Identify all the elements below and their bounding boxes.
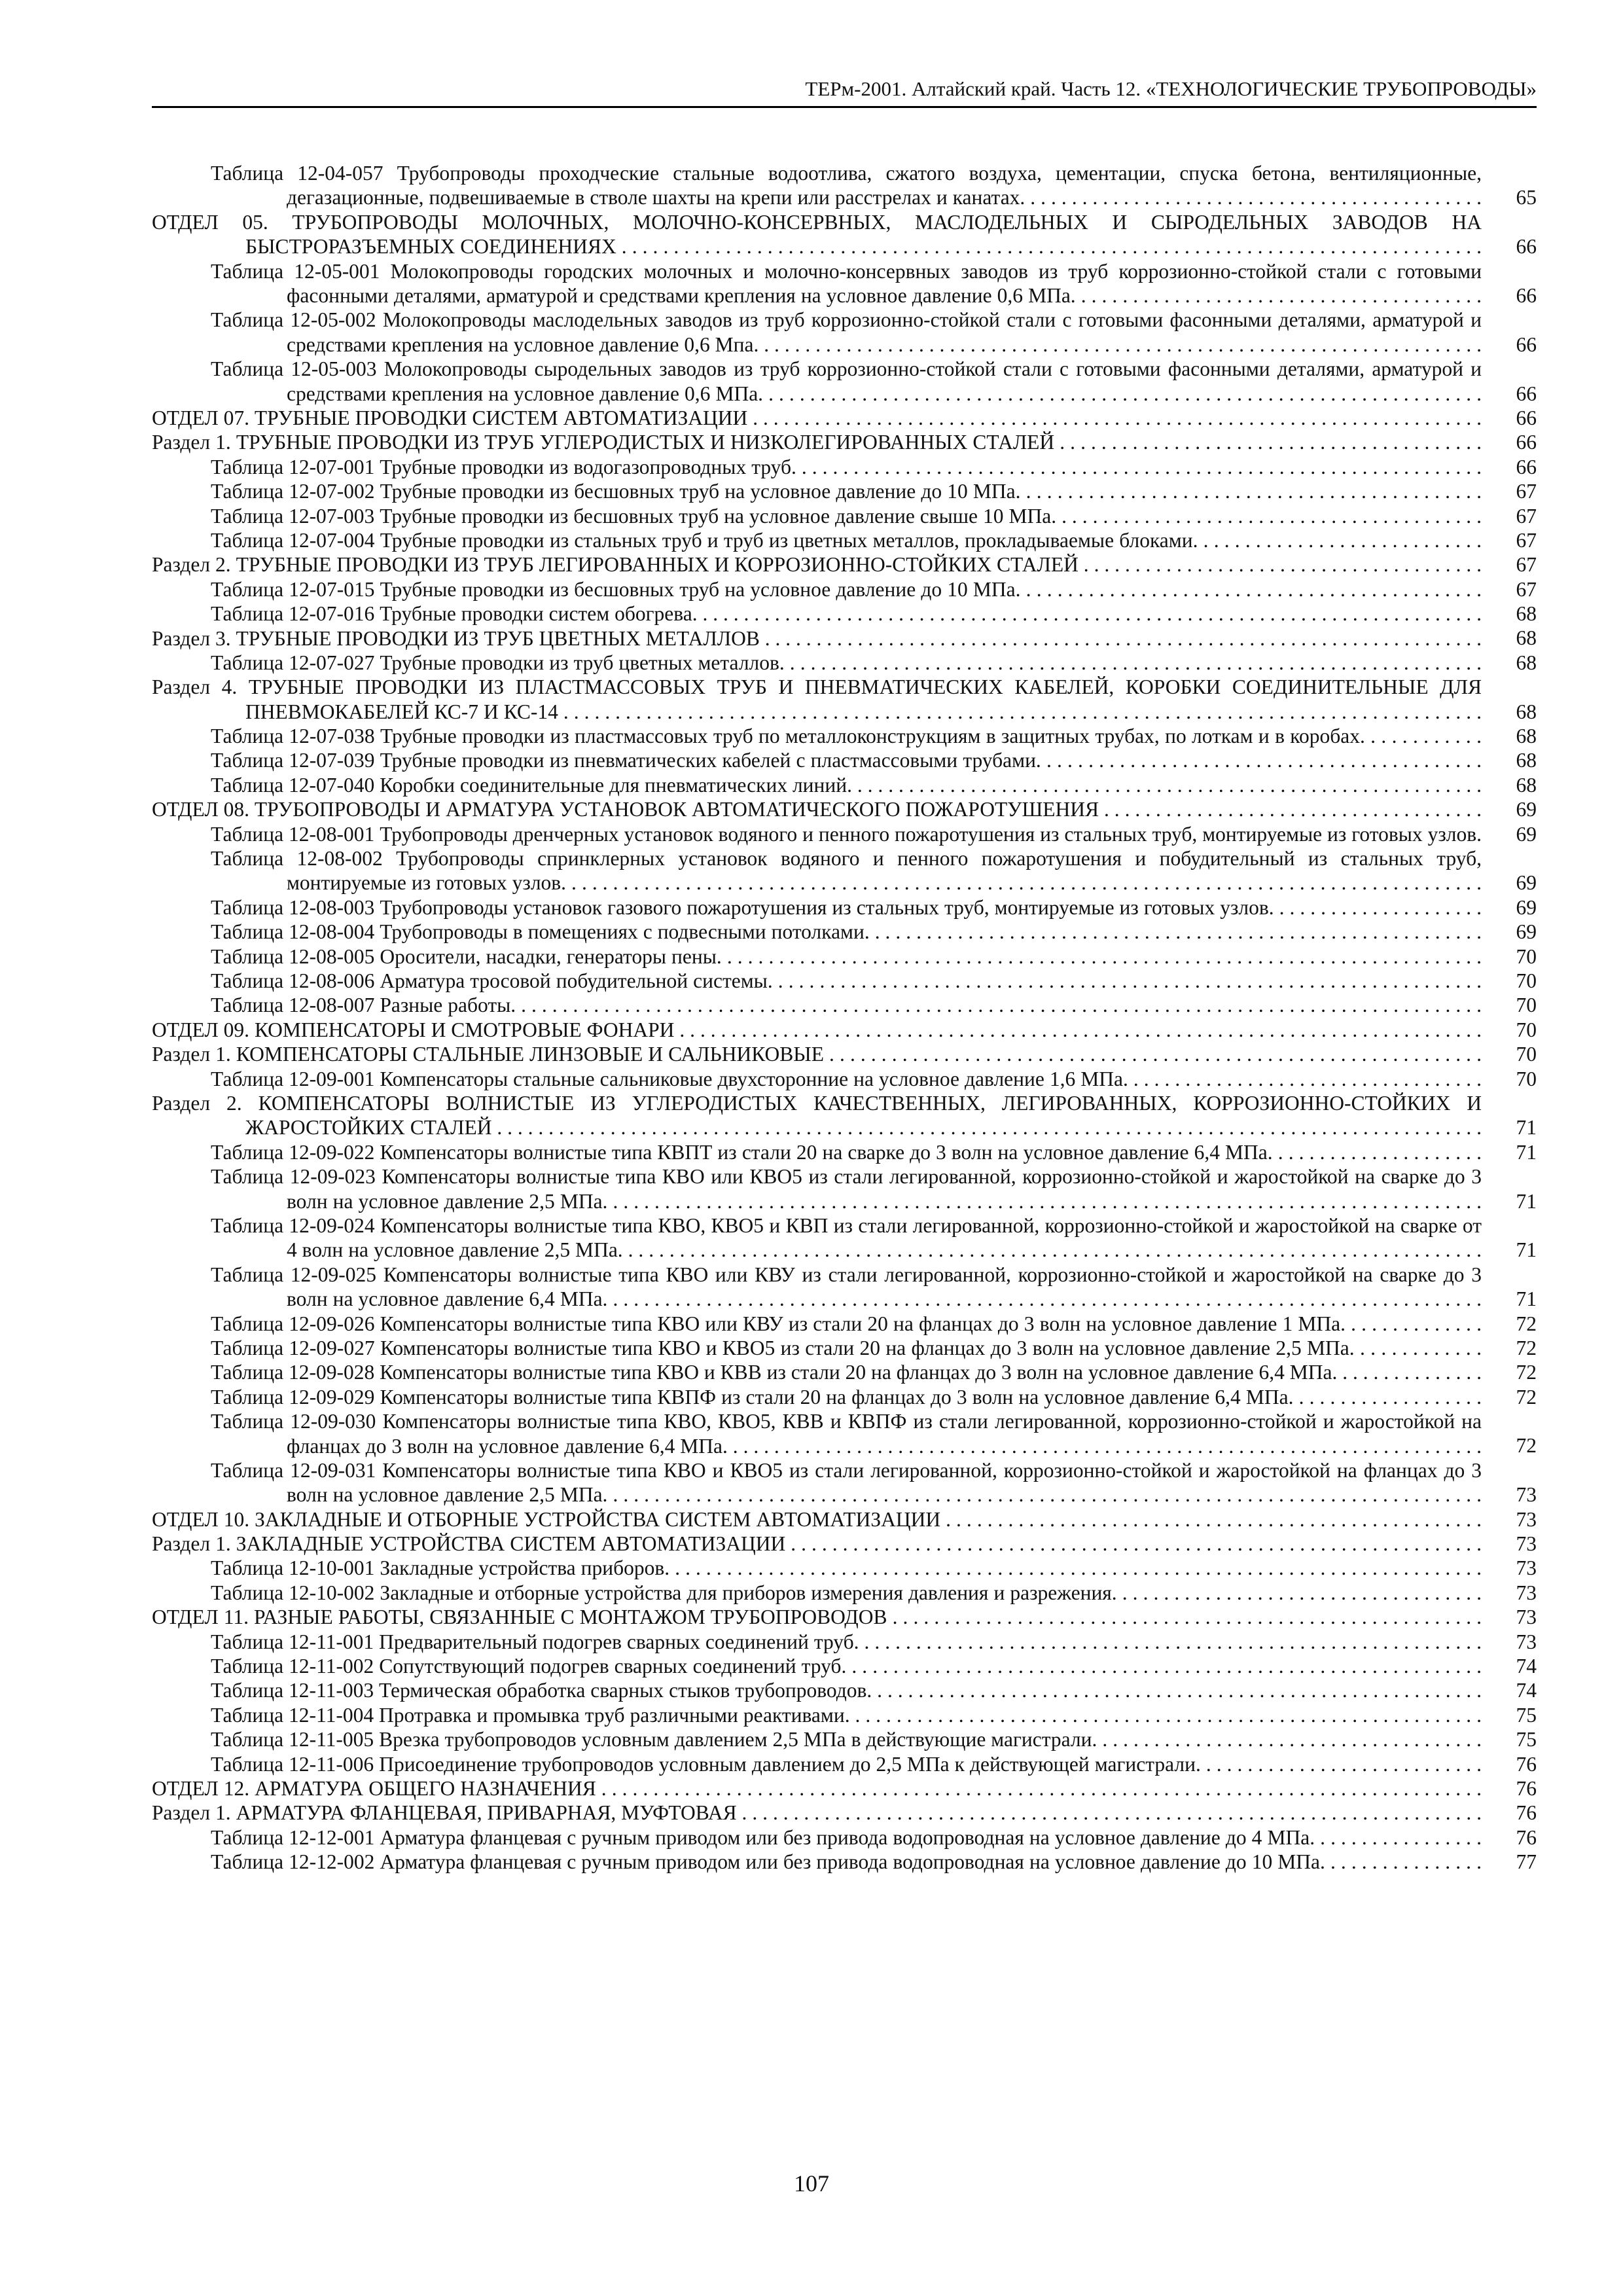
toc-table-entry[interactable] bbox=[152, 1360, 1537, 1384]
toc-entry-title: ОТДЕЛ 07. ТРУБНЫЕ ПРОВОДКИ СИСТЕМ АВТОМАТИЗАЦИИ . . . bbox=[152, 406, 1537, 430]
toc-entry-title: Таблица 12-09-022 Компенсаторы волнистые типа КВПТ из стали 20 на сварке до 3 волн на условное давление 6,4 МПа. . . . bbox=[211, 1140, 1537, 1164]
toc-entry-page: 66 bbox=[1487, 283, 1537, 308]
toc-entry-body bbox=[211, 822, 1537, 846]
toc-table-entry[interactable] bbox=[152, 993, 1537, 1017]
toc-entry-body bbox=[211, 528, 1537, 552]
toc-entry-page: 68 bbox=[1487, 626, 1537, 650]
toc-entry-page: 69 bbox=[1487, 797, 1537, 821]
toc-entry-title: Таблица 12-08-004 Трубопроводы в помещениях с подвесными потолками. . . . bbox=[211, 920, 1537, 944]
toc-entry-title: Таблица 12-09-028 Компенсаторы волнистые типа КВО и КВВ из стали 20 на фланцах до 3 волн на условное давление 6,4 МПа. . . . bbox=[211, 1360, 1537, 1384]
toc-entry-title: Таблица 12-05-002 Молокопроводы маслодельных заводов из труб коррозионно-стойкой стали с готовыми фасонными деталями, арматурой и средствами крепления на условное давление 0,6 Мпа. . . . bbox=[211, 308, 1537, 357]
toc-section-entry[interactable] bbox=[152, 406, 1537, 430]
toc-entry-title: Таблица 12-08-005 Оросители, насадки, генераторы пены. . . . bbox=[211, 944, 1537, 969]
toc-entry-body bbox=[211, 357, 1537, 406]
toc-entry-page: 71 bbox=[1487, 1115, 1537, 1139]
toc-entry-title: Раздел 3. ТРУБНЫЕ ПРОВОДКИ ИЗ ТРУБ ЦВЕТНЫХ МЕТАЛЛОВ . . . bbox=[152, 626, 1537, 651]
toc-entry-page: 67 bbox=[1487, 504, 1537, 528]
toc-entry-page: 75 bbox=[1487, 1703, 1537, 1727]
toc-entry-title: Таблица 12-09-001 Компенсаторы стальные сальниковые двухсторонние на условное давление 1,6 МПа. . . . bbox=[211, 1067, 1537, 1091]
toc-entry-page: 67 bbox=[1487, 577, 1537, 601]
toc-table-entry[interactable] bbox=[152, 1630, 1537, 1654]
toc-entry-title: Раздел 1. АРМАТУРА ФЛАНЦЕВАЯ, ПРИВАРНАЯ, МУФТОВАЯ . . . bbox=[152, 1801, 1537, 1825]
toc-entry-body bbox=[211, 308, 1537, 357]
toc-entry-body bbox=[211, 1825, 1537, 1850]
toc-entry-body bbox=[211, 969, 1537, 993]
toc-entry-page: 69 bbox=[1487, 870, 1537, 895]
toc-entry-page: 67 bbox=[1487, 528, 1537, 552]
toc-entry-title: Таблица 12-09-026 Компенсаторы волнистые типа КВО или КВУ из стали 20 на фланцах до 3 волн на условное давление 1 МПа. . . . bbox=[211, 1312, 1537, 1336]
toc-entry-title: Таблица 12-09-025 Компенсаторы волнистые типа КВО или КВУ из стали легированной, коррозионно-стойкой и жаростойкой на сварке до 3 волн на условное давление 6,4 МПа. . . . bbox=[211, 1263, 1537, 1312]
toc-table-entry[interactable] bbox=[152, 504, 1537, 528]
toc-entry-body bbox=[211, 895, 1537, 920]
toc-table-entry[interactable] bbox=[152, 651, 1537, 675]
toc-entry-body bbox=[211, 1385, 1537, 1409]
toc-entry-page: 66 bbox=[1487, 455, 1537, 479]
toc-entry-title: ОТДЕЛ 10. ЗАКЛАДНЫЕ И ОТБОРНЫЕ УСТРОЙСТВА СИСТЕМ АВТОМАТИЗАЦИИ . . . bbox=[152, 1507, 1537, 1532]
toc-table-entry[interactable] bbox=[152, 773, 1537, 797]
toc-entry-body bbox=[152, 1091, 1537, 1140]
toc-entry-title: Раздел 4. ТРУБНЫЕ ПРОВОДКИ ИЗ ПЛАСТМАССОВЫХ ТРУБ И ПНЕВМАТИЧЕСКИХ КАБЕЛЕЙ, КОРОБКИ СОЕДИНИТЕЛЬНЫЕ ДЛЯ ПНЕВМОКАБЕЛЕЙ КС-7 И КС-14 . . . bbox=[152, 675, 1537, 724]
toc-entry-page: 68 bbox=[1487, 651, 1537, 675]
toc-entry-title: ОТДЕЛ 11. РАЗНЫЕ РАБОТЫ, СВЯЗАННЫЕ С МОНТАЖОМ ТРУБОПРОВОДОВ . . . bbox=[152, 1605, 1537, 1629]
toc-section-entry[interactable] bbox=[152, 1018, 1537, 1042]
toc-table-entry[interactable] bbox=[152, 1312, 1537, 1336]
toc-entry-title: Таблица 12-05-001 Молокопроводы городских молочных и молочно-консервных заводов из труб коррозионно-стойкой стали с готовыми фасонными деталями, арматурой и средствами крепления на условное давление 0,6 МПа. . . . bbox=[211, 259, 1537, 308]
toc-entry-title: Таблица 12-11-003 Термическая обработка сварных стыков трубопроводов. . . . bbox=[211, 1678, 1537, 1702]
toc-entry-title: Таблица 12-12-002 Арматура фланцевая с ручным приводом или без привода водопроводная на условное давление до 10 МПа. . . . bbox=[211, 1850, 1537, 1874]
toc-entry-body bbox=[211, 1752, 1537, 1776]
toc-section-entry[interactable] bbox=[152, 1776, 1537, 1801]
toc-section-entry[interactable] bbox=[152, 1801, 1537, 1825]
toc-entry-body bbox=[152, 1042, 1537, 1066]
toc-entry-page: 76 bbox=[1487, 1801, 1537, 1825]
toc-entry-title: Таблица 12-07-039 Трубные проводки из пневматических кабелей с пластмассовыми трубами. . . . bbox=[211, 748, 1537, 772]
toc-section-entry[interactable] bbox=[152, 797, 1537, 821]
toc-section-entry[interactable] bbox=[152, 1532, 1537, 1556]
toc-table-entry[interactable] bbox=[152, 1336, 1537, 1360]
toc-entry-body bbox=[152, 1801, 1537, 1825]
toc-table-entry[interactable] bbox=[152, 1678, 1537, 1702]
toc-entry-title: Раздел 2. КОМПЕНСАТОРЫ ВОЛНИСТЫЕ ИЗ УГЛЕРОДИСТЫХ КАЧЕСТВЕННЫХ, ЛЕГИРОВАННЫХ, КОРРОЗИОННО-СТОЙКИХ И ЖАРОСТОЙКИХ СТАЛЕЙ . . . bbox=[152, 1091, 1537, 1140]
toc-table-entry[interactable] bbox=[152, 1703, 1537, 1727]
toc-entry-body bbox=[152, 406, 1537, 430]
toc-entry-body bbox=[211, 1409, 1537, 1458]
toc-entry-page: 67 bbox=[1487, 552, 1537, 577]
toc-entry-page: 73 bbox=[1487, 1630, 1537, 1654]
toc-table-entry[interactable] bbox=[152, 455, 1537, 479]
toc-entry-title: ОТДЕЛ 12. АРМАТУРА ОБЩЕГО НАЗНАЧЕНИЯ . . . bbox=[152, 1776, 1537, 1801]
toc-entry-title: Таблица 12-09-027 Компенсаторы волнистые типа КВО и КВО5 из стали 20 на фланцах до 3 волн на условное давление 2,5 МПа. . . . bbox=[211, 1336, 1537, 1360]
toc-entry-body bbox=[211, 1360, 1537, 1384]
toc-entry-page: 72 bbox=[1487, 1385, 1537, 1409]
toc-entry-title: Таблица 12-08-007 Разные работы. . . . bbox=[211, 993, 1537, 1017]
toc-entry-page: 66 bbox=[1487, 406, 1537, 430]
toc-table-entry[interactable] bbox=[152, 724, 1537, 748]
toc-entry-page: 70 bbox=[1487, 1042, 1537, 1066]
toc-entry-body bbox=[211, 846, 1537, 895]
toc-entry-title: Таблица 12-07-004 Трубные проводки из стальных труб и труб из цветных металлов, прокладываемые блоками. . . . bbox=[211, 528, 1537, 552]
toc-entry-page: 76 bbox=[1487, 1752, 1537, 1776]
toc-table-entry[interactable] bbox=[152, 1409, 1537, 1458]
toc-section-entry[interactable] bbox=[152, 430, 1537, 454]
toc-entry-body bbox=[211, 455, 1537, 479]
toc-section-entry[interactable] bbox=[152, 626, 1537, 651]
toc-table-entry[interactable] bbox=[152, 479, 1537, 503]
toc-entry-body bbox=[152, 797, 1537, 821]
toc-entry-body bbox=[211, 1727, 1537, 1751]
toc-entry-body bbox=[211, 724, 1537, 748]
toc-entry-body bbox=[152, 1507, 1537, 1532]
toc-entry-title: Таблица 12-07-038 Трубные проводки из пластмассовых труб по металлоконструкциям в защитных трубах, по лоткам и в коробах. . . . bbox=[211, 724, 1537, 748]
toc-entry-page: 71 bbox=[1487, 1238, 1537, 1262]
toc-entry-body bbox=[152, 1605, 1537, 1629]
toc-entry-body bbox=[211, 1850, 1537, 1874]
toc-section-entry[interactable] bbox=[152, 1507, 1537, 1532]
toc-entry-title: Таблица 12-11-006 Присоединение трубопроводов условным давлением до 2,5 МПа к действующей магистрали. . . . bbox=[211, 1752, 1537, 1776]
toc-table-entry[interactable] bbox=[152, 944, 1537, 969]
toc-entry-page: 68 bbox=[1487, 773, 1537, 797]
toc-table-entry[interactable] bbox=[152, 161, 1537, 210]
toc-table-entry[interactable] bbox=[152, 528, 1537, 552]
toc-section-entry[interactable] bbox=[152, 1091, 1537, 1140]
toc-table-entry[interactable] bbox=[152, 1825, 1537, 1850]
toc-entry-page: 73 bbox=[1487, 1605, 1537, 1629]
toc-entry-page: 70 bbox=[1487, 1018, 1537, 1042]
toc-entry-title: Таблица 12-11-005 Врезка трубопроводов условным давлением 2,5 МПа в действующие магистрали. . . . bbox=[211, 1727, 1537, 1751]
toc-entry-body bbox=[152, 430, 1537, 454]
toc-entry-page: 68 bbox=[1487, 724, 1537, 748]
toc-entry-body bbox=[152, 552, 1537, 577]
toc-entry-body bbox=[211, 601, 1537, 626]
toc-entry-title: Раздел 1. КОМПЕНСАТОРЫ СТАЛЬНЫЕ ЛИНЗОВЫЕ И САЛЬНИКОВЫЕ . . . bbox=[152, 1042, 1537, 1066]
toc-table-entry[interactable] bbox=[152, 601, 1537, 626]
toc-entry-page: 71 bbox=[1487, 1189, 1537, 1213]
toc-table-entry[interactable] bbox=[152, 846, 1537, 895]
header-rule bbox=[152, 106, 1537, 108]
toc-entry-title: Таблица 12-12-001 Арматура фланцевая с ручным приводом или без привода водопроводная на условное давление до 4 МПа. . . . bbox=[211, 1825, 1537, 1850]
toc-entry-page: 73 bbox=[1487, 1532, 1537, 1556]
toc-table-entry[interactable] bbox=[152, 1385, 1537, 1409]
toc-entry-page: 68 bbox=[1487, 601, 1537, 626]
toc-entry-title: Таблица 12-08-002 Трубопроводы спринклерных установок водяного и пенного пожаротушения и побудительный из стальных труб, монтируемые из готовых узлов. . . . bbox=[211, 846, 1537, 895]
toc-entry-title: Таблица 12-10-002 Закладные и отборные устройства для приборов измерения давления и разрежения. . . . bbox=[211, 1581, 1537, 1605]
toc-table-entry[interactable] bbox=[152, 1556, 1537, 1580]
toc-table-entry[interactable] bbox=[152, 357, 1537, 406]
toc-table-entry[interactable] bbox=[152, 1213, 1537, 1263]
toc-entry-body bbox=[211, 1312, 1537, 1336]
toc-entry-title: Таблица 12-04-057 Трубопроводы проходческие стальные водоотлива, сжатого воздуха, цементации, спуска бетона, вентиляционные, дегазационные, подвешиваемые в стволе шахты на крепи или расстрелах и канатах. . . . bbox=[211, 161, 1537, 210]
toc-section-entry[interactable] bbox=[152, 1605, 1537, 1629]
toc-table-entry[interactable] bbox=[152, 1164, 1537, 1213]
toc-entry-title: Таблица 12-07-040 Коробки соединительные для пневматических линий. . . . bbox=[211, 773, 1537, 797]
toc-entry-page: 67 bbox=[1487, 479, 1537, 503]
toc-entry-body bbox=[211, 577, 1537, 601]
toc-table-entry[interactable] bbox=[152, 822, 1537, 846]
toc-entry-title: Таблица 12-08-003 Трубопроводы установок газового пожаротушения из стальных труб, монтируемые из готовых узлов. . . . bbox=[211, 895, 1537, 920]
toc-entry-body bbox=[211, 748, 1537, 772]
toc-entry-title: Таблица 12-09-031 Компенсаторы волнистые типа КВО и КВО5 из стали легированной, коррозионно-стойкой и жаростойкой на фланцах до 3 волн на условное давление 2,5 МПа. . . . bbox=[211, 1458, 1537, 1507]
toc-entry-title: Таблица 12-07-001 Трубные проводки из водогазопроводных труб. . . . bbox=[211, 455, 1537, 479]
toc-entry-body bbox=[211, 1140, 1537, 1164]
toc-entry-page: 68 bbox=[1487, 748, 1537, 772]
toc-entry-title: Раздел 1. ТРУБНЫЕ ПРОВОДКИ ИЗ ТРУБ УГЛЕРОДИСТЫХ И НИЗКОЛЕГИРОВАННЫХ СТАЛЕЙ . . . bbox=[152, 430, 1537, 454]
toc-entry-body bbox=[211, 1678, 1537, 1702]
toc-table-entry[interactable] bbox=[152, 895, 1537, 920]
toc-entry-body bbox=[152, 1018, 1537, 1042]
toc-entry-body bbox=[211, 161, 1537, 210]
toc-entry-body bbox=[211, 1263, 1537, 1312]
toc-entry-title: Таблица 12-09-030 Компенсаторы волнистые типа КВО, КВО5, КВВ и КВПФ из стали легированной, коррозионно-стойкой и жаростойкой на фланцах до 3 волн на условное давление 6,4 МПа. . . . bbox=[211, 1409, 1537, 1458]
toc-entry-page: 72 bbox=[1487, 1336, 1537, 1360]
toc-entry-title: Таблица 12-08-001 Трубопроводы дренчерных установок водяного и пенного пожаротушения из стальных труб, монтируемые из готовых узлов. . . . bbox=[211, 822, 1537, 846]
toc-table-entry[interactable] bbox=[152, 1458, 1537, 1507]
toc-entry-body bbox=[211, 1213, 1537, 1263]
toc-entry-title: Раздел 2. ТРУБНЫЕ ПРОВОДКИ ИЗ ТРУБ ЛЕГИРОВАННЫХ И КОРРОЗИОННО-СТОЙКИХ СТАЛЕЙ . . . bbox=[152, 552, 1537, 577]
toc-entry-body bbox=[211, 1067, 1537, 1091]
toc-entry-body bbox=[152, 1776, 1537, 1801]
toc-entry-page: 76 bbox=[1487, 1776, 1537, 1801]
toc-entry-body bbox=[152, 626, 1537, 651]
toc-entry-title: Таблица 12-05-003 Молокопроводы сыродельных заводов из труб коррозионно-стойкой стали с готовыми фасонными деталями, арматурой и средствами крепления на условное давление 0,6 МПа. . . . bbox=[211, 357, 1537, 406]
toc-entry-body bbox=[211, 1703, 1537, 1727]
toc-entry-body bbox=[211, 773, 1537, 797]
toc-entry-body bbox=[211, 504, 1537, 528]
toc-table-entry[interactable] bbox=[152, 308, 1537, 357]
toc-entry-page: 66 bbox=[1487, 430, 1537, 454]
toc-entry-page: 70 bbox=[1487, 944, 1537, 969]
toc-entry-body bbox=[211, 1336, 1537, 1360]
toc-table-entry[interactable] bbox=[152, 1067, 1537, 1091]
toc-entry-page: 69 bbox=[1487, 895, 1537, 920]
toc-table-entry[interactable] bbox=[152, 748, 1537, 772]
toc-entry-title: ОТДЕЛ 09. КОМПЕНСАТОРЫ И СМОТРОВЫЕ ФОНАРИ . . . bbox=[152, 1018, 1537, 1042]
toc-entry-body bbox=[211, 1630, 1537, 1654]
toc-entry-page: 74 bbox=[1487, 1654, 1537, 1678]
toc-table-entry[interactable] bbox=[152, 1752, 1537, 1776]
toc-table-entry[interactable] bbox=[152, 920, 1537, 944]
toc-entry-page: 73 bbox=[1487, 1581, 1537, 1605]
toc-table-entry[interactable] bbox=[152, 1850, 1537, 1874]
toc-entry-title: Таблица 12-07-016 Трубные проводки систем обогрева. . . . bbox=[211, 601, 1537, 626]
toc-entry-page: 69 bbox=[1487, 920, 1537, 944]
toc-table-entry[interactable] bbox=[152, 1263, 1537, 1312]
toc-section-entry[interactable] bbox=[152, 210, 1537, 259]
toc-entry-body bbox=[211, 1556, 1537, 1580]
table-of-contents bbox=[152, 161, 1537, 1874]
toc-entry-page: 73 bbox=[1487, 1556, 1537, 1580]
toc-entry-page: 69 bbox=[1487, 822, 1537, 846]
toc-entry-title: Таблица 12-07-002 Трубные проводки из бесшовных труб на условное давление до 10 МПа. . . . bbox=[211, 479, 1537, 503]
toc-entry-title: Таблица 12-10-001 Закладные устройства приборов. . . . bbox=[211, 1556, 1537, 1580]
toc-entry-body bbox=[211, 479, 1537, 503]
toc-table-entry[interactable] bbox=[152, 259, 1537, 308]
page-number: 107 bbox=[794, 2170, 829, 2197]
toc-table-entry[interactable] bbox=[152, 969, 1537, 993]
toc-entry-page: 75 bbox=[1487, 1727, 1537, 1751]
toc-entry-title: Таблица 12-11-004 Протравка и промывка труб различными реактивами. . . . bbox=[211, 1703, 1537, 1727]
toc-entry-page: 72 bbox=[1487, 1433, 1537, 1458]
toc-entry-page: 66 bbox=[1487, 332, 1537, 357]
toc-entry-body bbox=[211, 1458, 1537, 1507]
toc-table-entry[interactable] bbox=[152, 1727, 1537, 1751]
toc-entry-body bbox=[211, 1581, 1537, 1605]
toc-entry-body bbox=[152, 675, 1537, 724]
toc-entry-page: 74 bbox=[1487, 1678, 1537, 1702]
toc-entry-title: Таблица 12-09-024 Компенсаторы волнистые типа КВО, КВО5 и КВП из стали легированной, коррозионно-стойкой и жаростойкой на сварке от 4 волн на условное давление 2,5 МПа. . . . bbox=[211, 1213, 1537, 1263]
toc-entry-page: 77 bbox=[1487, 1850, 1537, 1874]
toc-entry-page: 66 bbox=[1487, 382, 1537, 406]
toc-entry-body bbox=[211, 920, 1537, 944]
toc-entry-body bbox=[211, 259, 1537, 308]
toc-entry-body bbox=[211, 1654, 1537, 1678]
toc-entry-title: Таблица 12-08-006 Арматура тросовой побудительной системы. . . . bbox=[211, 969, 1537, 993]
toc-entry-body bbox=[211, 651, 1537, 675]
toc-entry-body bbox=[152, 210, 1537, 259]
toc-entry-body bbox=[211, 993, 1537, 1017]
toc-table-entry[interactable] bbox=[152, 1581, 1537, 1605]
toc-entry-page: 73 bbox=[1487, 1507, 1537, 1532]
toc-entry-page: 66 bbox=[1487, 234, 1537, 259]
toc-entry-body bbox=[211, 944, 1537, 969]
toc-table-entry[interactable] bbox=[152, 577, 1537, 601]
toc-entry-page: 70 bbox=[1487, 993, 1537, 1017]
toc-entry-page: 70 bbox=[1487, 969, 1537, 993]
toc-entry-title: Таблица 12-11-002 Сопутствующий подогрев сварных соединений труб. . . . bbox=[211, 1654, 1537, 1678]
toc-section-entry[interactable] bbox=[152, 675, 1537, 724]
toc-entry-page: 68 bbox=[1487, 700, 1537, 724]
toc-entry-page: 71 bbox=[1487, 1140, 1537, 1164]
toc-entry-body bbox=[152, 1532, 1537, 1556]
toc-entry-page: 71 bbox=[1487, 1287, 1537, 1311]
toc-entry-title: Раздел 1. ЗАКЛАДНЫЕ УСТРОЙСТВА СИСТЕМ АВТОМАТИЗАЦИИ . . . bbox=[152, 1532, 1537, 1556]
running-header: ТЕРм-2001. Алтайский край. Часть 12. «ТЕХНОЛОГИЧЕСКИЕ ТРУБОПРОВОДЫ» bbox=[805, 77, 1537, 100]
toc-entry-title: Таблица 12-07-027 Трубные проводки из труб цветных металлов. . . . bbox=[211, 651, 1537, 675]
toc-table-entry[interactable] bbox=[152, 1654, 1537, 1678]
toc-entry-page: 72 bbox=[1487, 1360, 1537, 1384]
toc-entry-page: 73 bbox=[1487, 1482, 1537, 1507]
toc-section-entry[interactable] bbox=[152, 552, 1537, 577]
toc-entry-title: Таблица 12-09-023 Компенсаторы волнистые типа КВО или КВО5 из стали легированной, коррозионно-стойкой и жаростойкой на сварке до 3 волн на условное давление 2,5 МПа. . . . bbox=[211, 1164, 1537, 1213]
toc-entry-title: ОТДЕЛ 08. ТРУБОПРОВОДЫ И АРМАТУРА УСТАНОВОК АВТОМАТИЧЕСКОГО ПОЖАРОТУШЕНИЯ . . . bbox=[152, 797, 1537, 821]
toc-entry-title: ОТДЕЛ 05. ТРУБОПРОВОДЫ МОЛОЧНЫХ, МОЛОЧНО-КОНСЕРВНЫХ, МАСЛОДЕЛЬНЫХ И СЫРОДЕЛЬНЫХ ЗАВОДОВ НА БЫСТРОРАЗЪЕМНЫХ СОЕДИНЕНИЯХ . . . bbox=[152, 210, 1537, 259]
toc-entry-title: Таблица 12-07-015 Трубные проводки из бесшовных труб на условное давление до 10 МПа. . . . bbox=[211, 577, 1537, 601]
toc-entry-page: 76 bbox=[1487, 1825, 1537, 1850]
toc-table-entry[interactable] bbox=[152, 1140, 1537, 1164]
toc-entry-body bbox=[211, 1164, 1537, 1213]
toc-section-entry[interactable] bbox=[152, 1042, 1537, 1066]
toc-entry-title: Таблица 12-09-029 Компенсаторы волнистые типа КВПФ из стали 20 на фланцах до 3 волн на условное давление 6,4 МПа. . . . bbox=[211, 1385, 1537, 1409]
toc-entry-title: Таблица 12-07-003 Трубные проводки из бесшовных труб на условное давление свыше 10 МПа. . . . bbox=[211, 504, 1537, 528]
toc-entry-page: 72 bbox=[1487, 1312, 1537, 1336]
toc-entry-page: 70 bbox=[1487, 1067, 1537, 1091]
toc-entry-title: Таблица 12-11-001 Предварительный подогрев сварных соединений труб. . . . bbox=[211, 1630, 1537, 1654]
toc-entry-page: 65 bbox=[1487, 185, 1537, 209]
